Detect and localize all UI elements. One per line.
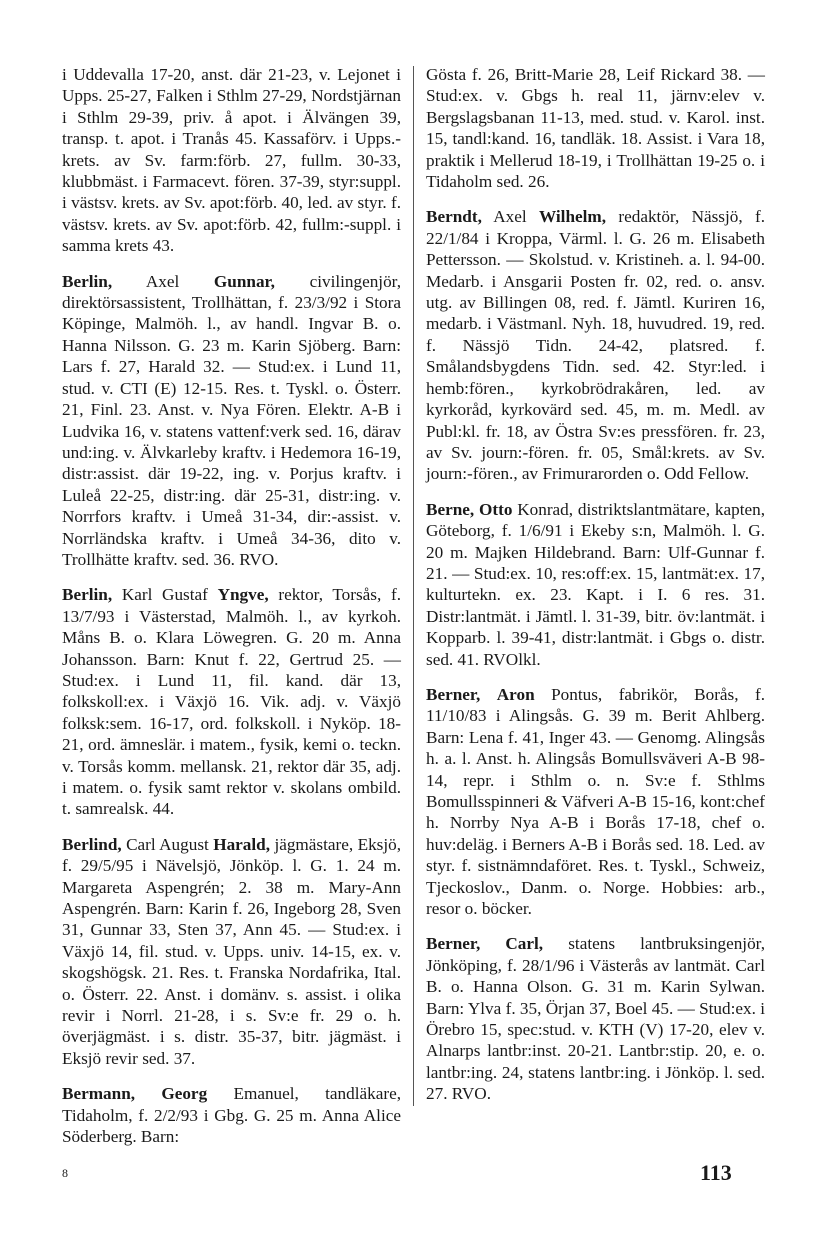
entry-paragraph <box>426 499 765 670</box>
entry-paragraph <box>426 684 765 919</box>
entry-text: Konrad, distriktslantmätare, kapten, Göteborg, f. 1/6/91 i Ekeby s:n, Malmöh. l. G. 20 m. Majken Hildebrand. Barn: Ulf-Gunnar f. 21. — Stud:ex. 10, res:off:ex. 15, lantmät:ex. 17, kulturtekn. ex. 23. Kapt. i I. 6 res. 31. Distr:lantmät. i Jämtl. l. 31-39, bitr. öv:lantmät. i Kopparb. l. 39-41, distr:lantmät. i Gbgs o. distr. sed. 41. RVOlkl. <box>426 499 765 669</box>
entry-surname: Berndt, <box>426 207 482 227</box>
page-number: 113 <box>700 1160 732 1185</box>
entry-text: civilingenjör, direktörsassistent, Trollhättan, f. 23/3/92 i Stora Köpinge, Malmöh. l., av handl. Ingvar B. o. Hanna Nilsson. G. 23 m. Karin Sjöberg. Barn: Lars f. 27, Harald 32. — Stud:ex. i Lund 11, stud. v. CTI (E) 12-15. Res. t. Tyskl. o. Österr. 21, Finl. 23. Anst. v. Nya Fören. Elektr. A-B i Ludvika 16, v. statens vattenf:verk sed. 16, därav und:ing. v. Älvkarleby kraftv. i Hedemora 16-19, distr:assist. där 19-22, ing. v. Porjus kraftv. i Luleå 22-25, distr:ing. där 25-31, distr:ing. v. Norrfors kraftv. i Umeå 31-34, dir:-assist. v. Norrländska kraftv. i Umeå 34-36, dito v. Trollhätte kraftv. sed. 36. RVO. <box>62 271 402 569</box>
entry-surname: Berlin, <box>62 585 113 605</box>
signature-mark: 8 <box>62 1166 68 1180</box>
continued-entry <box>62 64 401 257</box>
left-column <box>62 64 401 1162</box>
entry-given-name: Wilhelm, <box>539 207 607 227</box>
entry-first-names: Axel <box>493 207 527 227</box>
column-divider <box>413 66 414 1106</box>
entry-paragraph <box>426 206 765 484</box>
biography-entry <box>426 684 765 919</box>
biography-entry <box>426 499 765 670</box>
entry-paragraph <box>62 271 401 571</box>
entry-text: Pontus, fabrikör, Borås, f. 11/10/83 i Alingsås. G. 39 m. Berit Ahlberg. Barn: Lena f. 41, Inger 43. — Genomg. Alingsås h. a. l. Anst. h. Alingsås Bomullsväveri A-B 98-14, repr. i Sthlm o. n. Sv:e f. Sthlms Bomullsspinneri & Väfveri A-B 15-16, kont:chef h. Norrby Nya A-B i Borås 17-18, chef o. huv:deläg. i Berners A-B i Borås sed. 18. Led. av styr. f. sistnämndaföret. Res. t. Tyskl., Schweiz, Tjeckoslov., Danm. o. Norge. Hobbies: arb., resor o. böcker. <box>426 684 766 919</box>
entry-text: jägmästare, Eksjö, f. 29/5/95 i Nävelsjö, Jönköp. l. G. 1. 24 m. Margareta Aspengrén; 2. 38 m. Mary-Ann Aspengrén. Barn: Karin f. 26, Ingeborg 28, Sven 31, Gunnar 33, Sten 37, Ann 45. — Stud:ex. i Växjö 14, fil. stud. v. Upps. univ. 14-15, ex. v. skogshögsk. 21. Res. t. Franska Nordafrika, Ital. o. Österr. 22. Anst. i domänv. s. assist. i olika revir i Norrl. 21-28, i s. Sv:e fr. 29 o. h. överjägmäst. i s. distr. 35-37, bitr. jägmäst. i Eksjö revir sed. 37. <box>62 834 402 1068</box>
entry-paragraph <box>426 933 765 1104</box>
biography-entry <box>62 271 401 571</box>
entry-given-name: Georg <box>161 1084 208 1104</box>
entry-given-name: Gunnar, <box>213 271 275 291</box>
entry-paragraph <box>62 1083 401 1147</box>
biography-entry <box>62 584 401 819</box>
entry-text: Gösta f. 26, Britt-Marie 28, Leif Rickard 38. — Stud:ex. v. Gbgs h. real 11, järnv:elev v. Bergslagsbanan 11-13, med. stud. v. Karol. inst. 15, tandl:kand. 16, tandläk. 18. Assist. i Vara 18, praktik i Mellerud 18-19, i Trollhättan 19-25 o. i Tidaholm sed. 26. <box>426 65 765 192</box>
entry-surname: Berlind, <box>62 834 122 854</box>
entry-given-name: Otto <box>479 499 513 519</box>
entry-first-names: Karl Gustaf <box>121 585 208 605</box>
entry-surname: Berner, <box>426 684 481 704</box>
entry-surname: Bermann, <box>62 1084 136 1104</box>
entry-text: redaktör, Nässjö, f. 22/1/84 i Kroppa, Värml. l. G. 26 m. Elisabeth Pettersson. — Skolstud. v. Kristineh. a. l. 94-00. Medarb. i Ansgarii Posten fr. 02, red. o. ansv. utg. av Billingen 08, red. f. Jämtl. Kuriren 16, medarb. i Västmanl. Nyh. 18, huvudred. 19, red. f. Nässjö Tidn. 24-42, platsred. f. Smålandsbygdens Tidn. sed. 42. Styr:led. i hemb:fören., kyrkobrödrakåren, led. av kyrkoråd, kyrkovärd sed. 45, m. m. Medl. av Publ:kl. fr. 18, av Östra Sv:es pressfören. fr. 23, av Sv. journ:-fören. fr. 05, Smål:krets. av Sv. journ:-fören., av Frimurarorden o. Odd Fellow. <box>426 207 766 484</box>
entry-paragraph <box>62 834 401 1069</box>
entry-text: statens lantbruksingenjör, Jönköping, f. 28/1/96 i Västerås av lantmät. Carl B. o. Hanna Olson. G. 31 m. Karin Sylwan. Barn: Ylva f. 35, Örjan 37, Boel 45. — Stud:ex. i Örebro 15, spec:stud. v. KTH (V) 17-20, elev v. Alnarps lantbr:inst. 20-21. Lantbr:stip. 20, e. o. lantbr:ing. 24, statens lantbr:ing. i Jönköp. l. sed. 27. RVO. <box>426 934 765 1104</box>
biography-entry <box>62 834 401 1069</box>
biography-entry <box>426 933 765 1104</box>
entry-surname: Berlin, <box>62 271 113 291</box>
entry-text: rektor, Torsås, f. 13/7/93 i Västerstad, Malmöh. l., av kyrkoh. Måns B. o. Klara Löwegren. G. 20 m. Anna Johansson. Barn: Knut f. 22, Gertrud 25. — Stud:ex. i Lund 11, fil. kand. där 13, folkskoll:ex. i Växjö 16. Vik. adj. v. Växjö folksk:sem. 16-17, ord. folkskoll. i Nyköp. 18-21, ord. ämneslär. i matem., fysik, kemi o. teckn. v. Torsås komm. mellansk. 21, rektor där 35, adj. i matem. o. fysik samt rektor v. skolans ombild. t. samrealsk. 44. <box>62 585 401 819</box>
entry-first-names: Carl August <box>126 834 209 854</box>
entry-paragraph <box>62 584 401 819</box>
biography-entry <box>426 206 765 484</box>
entry-given-name: Harald, <box>213 834 271 854</box>
right-column <box>426 64 765 1119</box>
entry-given-name: Aron <box>496 684 535 704</box>
entry-surname: Berne, <box>426 499 475 519</box>
entry-first-names: Axel <box>145 271 180 291</box>
entry-surname: Berner, <box>426 934 481 954</box>
biography-entry <box>62 1083 401 1147</box>
entry-text: i Uddevalla 17-20, anst. där 21-23, v. Lejonet i Upps. 25-27, Falken i Sthlm 27-29, Nordstjärnan i Sthlm 29-39, priv. å apot. i Älvängen 39, transp. t. apot. i Tranås 45. Kassaförv. i Upps.-krets. av Sv. farm:förb. 27, fullm. 30-33, klubbmäst. i Farmacevt. fören. 37-39, styr:suppl. i västsv. krets. av Sv. apot:förb. 40, led. av styr. f. västsv. krets. av Sv. apot:förb. 42, fullm:-suppl. i samma krets 43. <box>62 65 401 256</box>
entry-given-name: Yngve, <box>217 585 269 605</box>
continued-entry <box>426 64 765 192</box>
entry-given-name: Carl, <box>505 934 544 954</box>
entry-text: Emanuel, tandläkare, Tidaholm, f. 2/2/93 i Gbg. G. 25 m. Anna Alice Söderberg. Barn: <box>62 1084 402 1147</box>
